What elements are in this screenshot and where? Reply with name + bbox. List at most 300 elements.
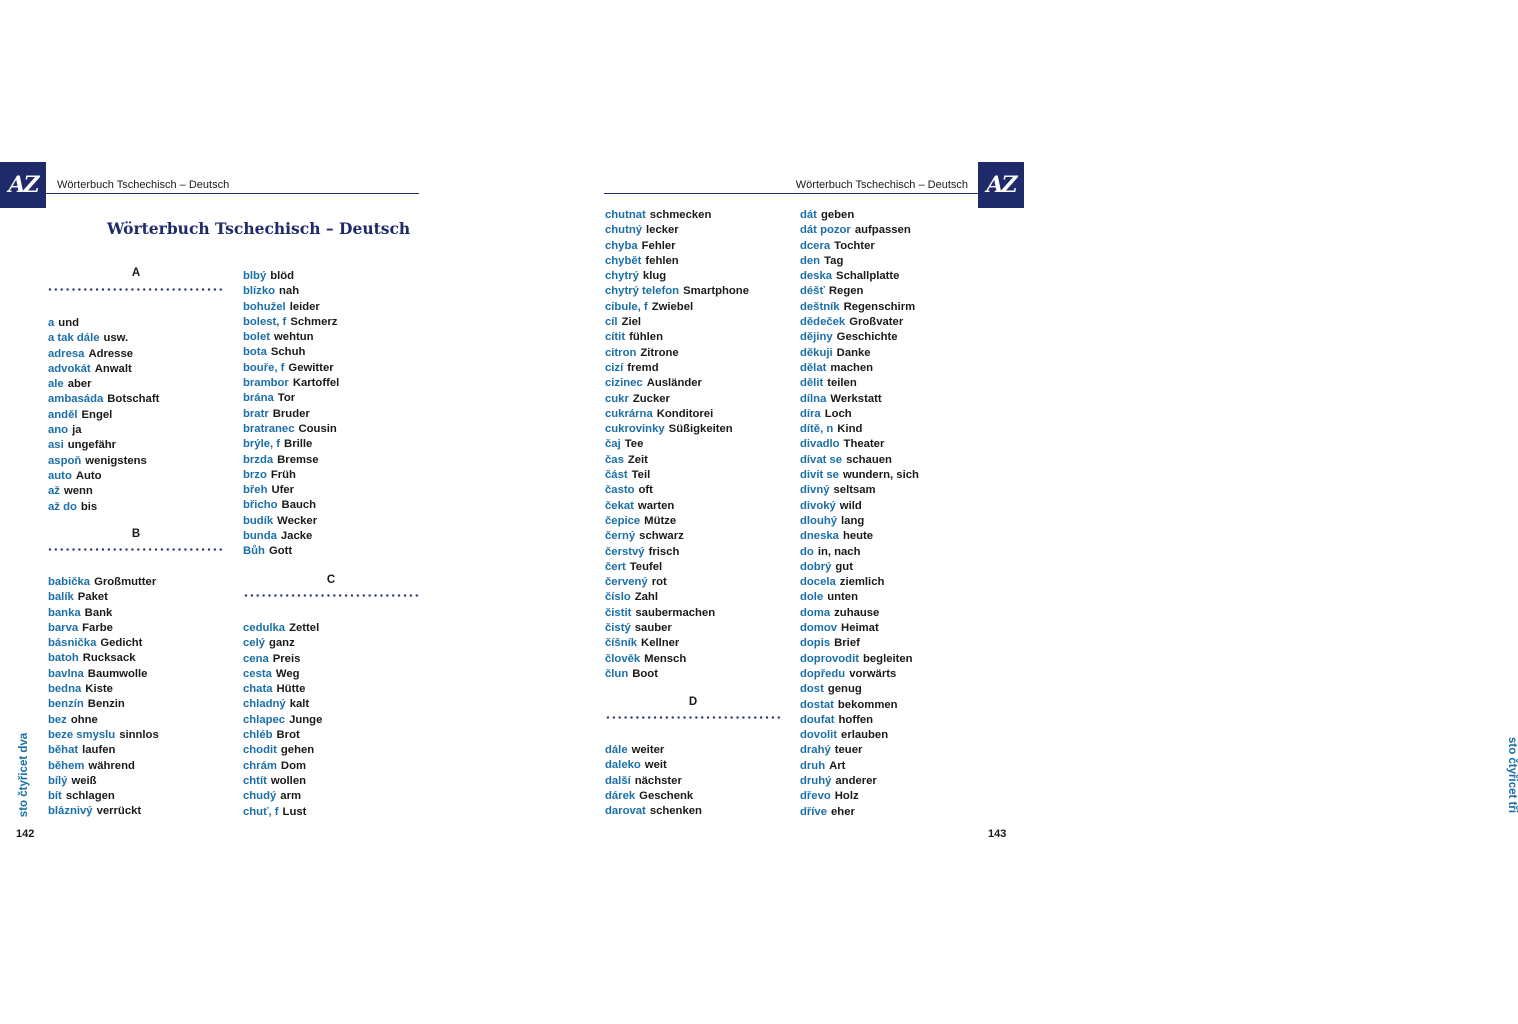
czech-term: často — [605, 484, 635, 497]
german-translation: Zwiebel — [651, 300, 694, 313]
czech-term: ambasáda — [48, 393, 104, 406]
german-translation: Tee — [624, 438, 644, 451]
german-translation: Theater — [843, 438, 885, 451]
czech-term: čert — [605, 560, 626, 573]
german-translation: kalt — [289, 698, 310, 711]
german-translation: Danke — [836, 346, 871, 359]
german-translation: wild — [839, 499, 862, 512]
czech-term: benzín — [48, 698, 84, 711]
dictionary-entry — [48, 408, 228, 423]
dictionary-entry — [800, 805, 980, 820]
dictionary-entry — [605, 254, 785, 269]
dictionary-entry — [243, 759, 423, 774]
german-translation: Lust — [282, 805, 307, 818]
running-head: Wörterbuch Tschechisch – Deutsch — [57, 179, 230, 191]
dictionary-entry — [243, 544, 423, 559]
dictionary-entry — [800, 774, 980, 789]
dictionary-entry — [48, 392, 228, 407]
czech-term: asi — [48, 439, 64, 452]
czech-term: adresa — [48, 347, 85, 360]
czech-term: dopis — [800, 637, 831, 650]
czech-term: chybět — [605, 254, 642, 267]
german-translation: Früh — [270, 468, 296, 481]
dictionary-entry — [800, 789, 980, 804]
dictionary-entry — [800, 483, 980, 498]
czech-term: básnička — [48, 637, 97, 650]
german-translation: weiß — [71, 774, 97, 787]
german-translation: Schmerz — [290, 315, 338, 328]
header-rule — [46, 193, 419, 194]
german-translation: gehen — [280, 744, 315, 757]
czech-term: během — [48, 759, 85, 772]
german-translation: Regen — [828, 285, 864, 298]
czech-term: dějiny — [800, 331, 833, 344]
dictionary-entry — [605, 269, 785, 284]
german-translation: klug — [642, 270, 667, 283]
dictionary-entry — [243, 498, 423, 513]
dictionary-entry — [243, 682, 423, 697]
czech-term: deštník — [800, 300, 840, 313]
dictionary-entry — [800, 407, 980, 422]
running-head: Wörterbuch Tschechisch – Deutsch — [795, 179, 968, 191]
german-translation: Geschenk — [639, 789, 694, 802]
dictionary-entry — [48, 454, 228, 469]
dictionary-entry — [48, 500, 228, 515]
czech-term: bílý — [48, 774, 68, 787]
czech-term: bolest, f — [243, 315, 287, 328]
dictionary-entry — [48, 697, 228, 712]
dictionary-entry — [605, 361, 785, 376]
dictionary-entry — [48, 606, 228, 621]
dictionary-entry — [800, 590, 980, 605]
czech-term: daleko — [605, 759, 641, 772]
dictionary-entry — [800, 652, 980, 667]
czech-term: brýle, f — [243, 438, 281, 451]
dictionary-entry — [800, 545, 980, 560]
german-translation: Brot — [276, 729, 300, 742]
german-translation: schlagen — [65, 790, 115, 803]
czech-term: cibule, f — [605, 300, 648, 313]
german-translation: lecker — [646, 224, 679, 237]
section-letter-d: D — [688, 696, 698, 708]
dictionary-entry — [605, 407, 785, 422]
german-translation: Gott — [268, 545, 293, 558]
dictionary-entry — [48, 575, 228, 590]
german-translation: Bank — [84, 606, 113, 619]
czech-term: dříve — [800, 805, 828, 818]
dictionary-entry — [243, 453, 423, 468]
german-translation: Auto — [75, 469, 102, 482]
az-dictionary-icon: AZ — [0, 162, 46, 208]
german-translation: Mensch — [644, 652, 687, 665]
dictionary-entry — [605, 239, 785, 254]
czech-term: chytrý — [605, 270, 639, 283]
czech-term: dát pozor — [800, 224, 851, 237]
dictionary-entry — [48, 682, 228, 697]
german-translation: Loch — [824, 407, 852, 420]
dotted-divider — [47, 548, 223, 551]
dictionary-entry — [800, 606, 980, 621]
dictionary-entry — [243, 514, 423, 529]
german-translation: frisch — [648, 545, 680, 558]
czech-term: bohužel — [243, 300, 286, 313]
czech-term: den — [800, 254, 821, 267]
czech-term: až do — [48, 500, 77, 513]
dictionary-entry — [48, 423, 228, 438]
dictionary-entry — [243, 300, 423, 315]
dictionary-entry — [48, 804, 228, 819]
german-translation: Teufel — [629, 560, 663, 573]
czech-term: chodit — [243, 744, 277, 757]
german-translation: Anwalt — [94, 362, 132, 375]
czech-term: divit se — [800, 469, 839, 482]
czech-term: Bůh — [243, 545, 265, 558]
dictionary-entry — [800, 713, 980, 728]
german-translation: Gewitter — [288, 361, 334, 374]
german-translation: sauber — [634, 622, 672, 635]
german-translation: weit — [644, 759, 667, 772]
czech-term: blízko — [243, 285, 276, 298]
dictionary-entry — [800, 468, 980, 483]
czech-term: čistý — [605, 622, 631, 635]
german-translation: wehtun — [274, 331, 314, 344]
german-translation: nah — [279, 285, 300, 298]
entry-list-b-cont — [243, 269, 423, 560]
czech-term: batoh — [48, 652, 79, 665]
german-translation: Tag — [824, 254, 844, 267]
czech-term: advokát — [48, 362, 91, 375]
czech-term: chléb — [243, 729, 273, 742]
dictionary-entry — [800, 437, 980, 452]
dictionary-entry — [800, 346, 980, 361]
german-translation: Weg — [275, 667, 300, 680]
dictionary-entry — [800, 636, 980, 651]
german-translation: Rucksack — [82, 652, 136, 665]
dictionary-entry — [800, 392, 980, 407]
czech-term: doma — [800, 606, 831, 619]
german-translation: oft — [638, 484, 653, 497]
dictionary-entry — [243, 422, 423, 437]
side-page-word: sto čtyřicet dva — [18, 732, 30, 818]
czech-term: darovat — [605, 805, 646, 818]
german-translation: Jacke — [280, 530, 313, 543]
czech-term: chudý — [243, 790, 277, 803]
dictionary-entry — [48, 362, 228, 377]
dictionary-entry — [800, 621, 980, 636]
czech-term: bratranec — [243, 422, 295, 435]
czech-term: chyba — [605, 239, 638, 252]
czech-term: dárek — [605, 789, 636, 802]
czech-term: čerstvý — [605, 545, 645, 558]
german-translation: Schallplatte — [836, 270, 900, 283]
german-translation: weiter — [631, 744, 665, 756]
dictionary-entry — [605, 804, 785, 819]
dictionary-entry — [800, 682, 980, 697]
dictionary-entry — [48, 347, 228, 362]
dotted-divider — [605, 716, 781, 719]
german-translation: Zettel — [289, 622, 320, 634]
german-translation: lang — [841, 514, 865, 527]
dictionary-entry — [243, 407, 423, 422]
dictionary-entry — [48, 438, 228, 453]
german-translation: Kind — [837, 423, 863, 436]
german-translation: aufpassen — [854, 224, 911, 237]
german-translation: unten — [827, 591, 858, 604]
german-translation: Ausländer — [646, 377, 702, 390]
czech-term: cukrovinky — [605, 423, 665, 436]
page-number: 143 — [988, 828, 1007, 840]
czech-term: chutnat — [605, 209, 646, 221]
german-translation: saubermachen — [635, 606, 716, 619]
dictionary-entry — [605, 284, 785, 299]
side-page-word: sto čtyřicet tři — [1506, 736, 1518, 814]
dictionary-entry — [800, 743, 980, 758]
german-translation: teilen — [827, 377, 857, 390]
dictionary-entry — [800, 376, 980, 391]
dictionary-entry — [48, 484, 228, 499]
czech-term: cítit — [605, 331, 626, 344]
entry-list-c — [243, 621, 423, 820]
dictionary-entry — [605, 315, 785, 330]
czech-term: čekat — [605, 499, 634, 512]
dictionary-entry — [605, 376, 785, 391]
dictionary-entry — [48, 667, 228, 682]
german-translation: erlauben — [841, 729, 889, 742]
german-translation: schauen — [846, 453, 892, 466]
dictionary-entry — [243, 636, 423, 651]
czech-term: beze smyslu — [48, 728, 116, 741]
czech-term: brána — [243, 392, 274, 405]
german-translation: Preis — [272, 652, 301, 665]
czech-term: chrám — [243, 759, 277, 772]
czech-term: číslo — [605, 591, 631, 604]
german-translation: vorwärts — [849, 667, 897, 680]
dictionary-entry — [243, 468, 423, 483]
czech-term: dlouhý — [800, 514, 838, 527]
czech-term: cíl — [605, 316, 618, 329]
dictionary-entry — [48, 713, 228, 728]
dictionary-entry — [48, 316, 228, 331]
dictionary-entry — [243, 376, 423, 391]
czech-term: doprovodit — [800, 652, 859, 665]
german-translation: Farbe — [82, 621, 113, 634]
dictionary-entry — [605, 437, 785, 452]
dictionary-entry — [243, 774, 423, 789]
czech-term: bratr — [243, 407, 269, 420]
czech-term: část — [605, 469, 628, 482]
czech-term: banka — [48, 606, 81, 619]
dictionary-entry — [605, 636, 785, 651]
dictionary-entry — [605, 789, 785, 804]
czech-term: bota — [243, 346, 267, 359]
german-translation: schwarz — [639, 530, 684, 543]
dictionary-entry — [800, 698, 980, 713]
czech-term: deska — [800, 270, 833, 283]
german-translation: wollen — [270, 774, 307, 787]
dictionary-entry — [243, 805, 423, 820]
german-translation: Bauch — [281, 499, 317, 512]
german-translation: ungefähr — [67, 439, 117, 452]
czech-term: dovolit — [800, 729, 838, 742]
german-translation: Smartphone — [683, 285, 749, 298]
entry-list-d — [605, 743, 785, 819]
czech-term: déšť — [800, 285, 825, 298]
dictionary-entry — [800, 575, 980, 590]
german-translation: Brief — [834, 637, 860, 650]
czech-term: budík — [243, 514, 274, 527]
dictionary-entry — [800, 315, 980, 330]
german-translation: Wecker — [277, 514, 318, 527]
dictionary-entry — [800, 269, 980, 284]
czech-term: divný — [800, 484, 830, 497]
czech-term: cukrárna — [605, 407, 653, 420]
czech-term: dobrý — [800, 560, 832, 573]
german-translation: Tor — [277, 392, 296, 405]
left-page — [0, 0, 512, 1024]
dictionary-entry — [605, 208, 785, 223]
dictionary-entry — [605, 774, 785, 789]
german-translation: Paket — [77, 591, 108, 604]
german-translation: Teil — [631, 469, 651, 482]
dictionary-entry — [243, 345, 423, 360]
dictionary-entry — [605, 575, 785, 590]
german-translation: Zeit — [627, 453, 648, 466]
czech-term: druh — [800, 759, 826, 772]
german-translation: hoffen — [838, 713, 874, 726]
czech-term: dřevo — [800, 790, 831, 803]
czech-term: ale — [48, 378, 64, 391]
czech-term: brzo — [243, 468, 267, 481]
dictionary-entry — [605, 223, 785, 238]
german-translation: Bremse — [277, 453, 319, 466]
dictionary-entry — [800, 284, 980, 299]
german-translation: sinnlos — [119, 728, 159, 741]
german-translation: Holz — [834, 790, 859, 803]
section-letter-c: C — [326, 574, 336, 586]
czech-term: barva — [48, 621, 79, 634]
czech-term: běhat — [48, 744, 79, 757]
german-translation: Baumwolle — [87, 667, 148, 680]
dictionary-entry — [800, 239, 980, 254]
dictionary-entry — [48, 743, 228, 758]
czech-term: druhý — [800, 774, 832, 787]
german-translation: geben — [820, 209, 855, 221]
dictionary-entry — [605, 606, 785, 621]
czech-term: a tak dále — [48, 332, 100, 345]
czech-term: člověk — [605, 652, 641, 665]
dictionary-entry — [605, 621, 785, 636]
czech-term: celý — [243, 637, 265, 650]
dictionary-entry — [800, 560, 980, 575]
dictionary-entry — [605, 392, 785, 407]
dictionary-entry — [605, 330, 785, 345]
german-translation: Bruder — [272, 407, 310, 420]
german-translation: machen — [830, 361, 874, 374]
dictionary-entry — [605, 590, 785, 605]
german-translation: Regenschirm — [843, 300, 916, 313]
german-translation: Mütze — [644, 514, 677, 527]
german-translation: blöd — [270, 270, 295, 282]
german-translation: eher — [831, 805, 855, 818]
german-translation: Hütte — [276, 683, 306, 696]
german-translation: Adresse — [88, 347, 134, 360]
german-translation: während — [88, 759, 135, 772]
german-translation: verrückt — [96, 805, 142, 818]
czech-term: cizí — [605, 361, 624, 374]
czech-term: auto — [48, 469, 72, 482]
german-translation: Heimat — [841, 622, 879, 635]
entry-list-d-cont — [800, 208, 980, 820]
czech-term: chata — [243, 683, 273, 696]
dictionary-entry — [800, 453, 980, 468]
german-translation: fehlen — [645, 254, 679, 267]
czech-term: doufat — [800, 713, 835, 726]
dictionary-entry — [605, 346, 785, 361]
german-translation: Kartoffel — [292, 377, 340, 390]
german-translation: bekommen — [837, 698, 898, 711]
german-translation: Tochter — [834, 239, 875, 252]
czech-term: další — [605, 774, 631, 787]
entry-list-c-cont — [605, 208, 785, 682]
dictionary-entry — [605, 758, 785, 773]
dictionary-entry — [48, 590, 228, 605]
page-title: Wörterbuch Tschechisch – Deutsch — [107, 219, 411, 238]
dictionary-entry — [243, 789, 423, 804]
czech-term: babička — [48, 576, 91, 588]
dictionary-entry — [243, 284, 423, 299]
german-translation: aber — [67, 378, 92, 391]
dictionary-entry — [605, 560, 785, 575]
german-translation: Dom — [280, 759, 307, 772]
german-translation: Großmutter — [94, 576, 157, 588]
dictionary-entry — [243, 330, 423, 345]
dictionary-entry — [800, 361, 980, 376]
az-dictionary-icon: AZ — [978, 162, 1024, 208]
czech-term: chutný — [605, 224, 643, 237]
dictionary-entry — [243, 315, 423, 330]
german-translation: ganz — [269, 637, 295, 650]
czech-term: bedna — [48, 683, 82, 696]
czech-term: dole — [800, 591, 824, 604]
dictionary-entry — [243, 437, 423, 452]
czech-term: cesta — [243, 667, 272, 680]
german-translation: begleiten — [862, 652, 913, 665]
german-translation: usw. — [103, 332, 129, 345]
entry-list-a — [48, 316, 228, 515]
german-translation: ziemlich — [839, 576, 885, 589]
czech-term: a — [48, 317, 55, 329]
dictionary-entry — [243, 697, 423, 712]
czech-term: dost — [800, 683, 824, 696]
czech-term: divadlo — [800, 438, 840, 451]
dictionary-entry — [605, 422, 785, 437]
dotted-divider — [243, 594, 419, 597]
czech-term: chytrý telefon — [605, 285, 680, 298]
czech-term: blbý — [243, 270, 267, 282]
german-translation: arm — [280, 790, 302, 803]
german-translation: Art — [829, 759, 846, 772]
dictionary-entry — [605, 453, 785, 468]
czech-term: citron — [605, 346, 637, 359]
german-translation: warten — [637, 499, 675, 512]
dictionary-entry — [605, 514, 785, 529]
czech-term: díra — [800, 407, 821, 420]
czech-term: dostat — [800, 698, 834, 711]
german-translation: nächster — [634, 774, 682, 787]
czech-term: bez — [48, 713, 67, 726]
czech-term: dílna — [800, 392, 827, 405]
dictionary-entry — [800, 529, 980, 544]
